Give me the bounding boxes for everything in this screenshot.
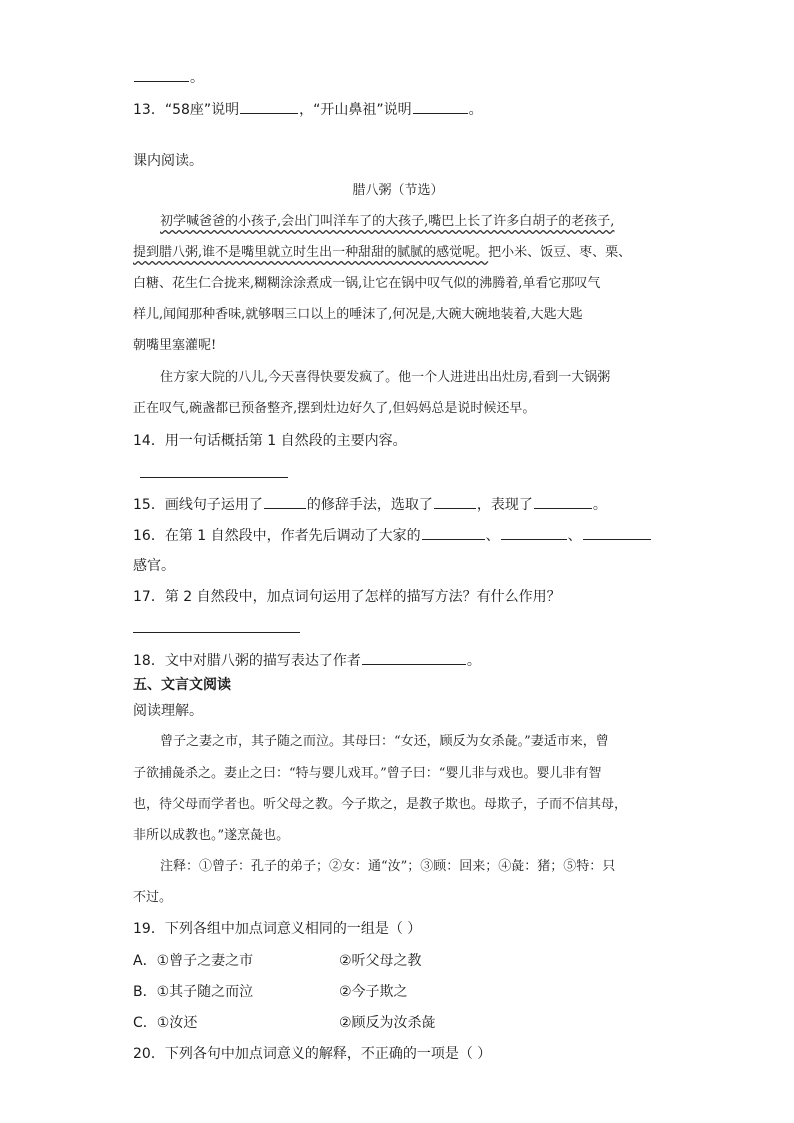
question-19: 19．下列各组中加点词意义相同的一组是（ ） [133, 921, 422, 937]
passage-line: 提到腊八粥,谁不是嘴里就立时生出一种甜甜的腻腻的感觉呢。把小米、饭豆、枣、栗、 [133, 245, 632, 260]
question-16: 16．在第 1 自然段中，作者先后调动了大家的 、 、 [133, 524, 652, 546]
answer-blank[interactable] [134, 66, 189, 82]
classical-line: 非所以成教也。”遂烹彘也。 [133, 828, 290, 843]
passage-line: 正在叹气,碗盏都已预备整齐,摆到灶边好久了,但妈妈总是说时候还早。 [133, 401, 536, 416]
question-15: 15．画线句子运用了 的修辞手法，选取了 ，表现了 。 [133, 493, 607, 515]
section-heading-kenei: 课内阅读。 [133, 153, 203, 169]
answer-blank[interactable] [534, 493, 592, 509]
option-b-second: ②今子欺之 [339, 984, 408, 1000]
answer-blank[interactable] [264, 493, 306, 509]
option-a[interactable]: A．①曾子之妻之市 [133, 953, 254, 969]
answer-blank[interactable] [413, 98, 468, 114]
answer-line[interactable] [140, 477, 288, 478]
passage-title: 腊八粥（节选） [352, 183, 444, 198]
answer-blank[interactable] [240, 98, 298, 114]
question-20: 20．下列各句中加点词意义的解释，不正确的一项是（ ） [133, 1046, 492, 1062]
option-c-second: ②顾反为汝杀彘 [339, 1015, 436, 1031]
passage-line: 样儿,闻闻那种香味,就够咽三口以上的唾沫了,何况是,大碗大碗地装着,大匙大匙 [133, 307, 583, 322]
annotation-line: 注释：①曾子：孔子的弟子；②女：通“汝”；③顾：回来；④彘：猪；⑤特：只 [160, 859, 616, 874]
answer-blank[interactable] [362, 649, 466, 665]
annotation-line: 不过。 [133, 890, 173, 905]
classical-line: 曾子之妻之市，其子随之而泣。其母曰：“女还，顾反为女杀彘。”妻适市来，曾 [160, 734, 609, 749]
question-13: 13．“58座”说明 ，“开山鼻祖”说明 。 [133, 98, 483, 120]
question-18: 18．文中对腊八粥的描写表达了作者 。 [133, 649, 481, 671]
section-subheading: 阅读理解。 [133, 703, 203, 719]
underlined-sentence: 提到腊八粥,谁不是嘴里就立时生出一种甜甜的腻腻的感觉呢。 [133, 245, 489, 260]
question-14: 14．用一句话概括第 1 自然段的主要内容。 [133, 433, 407, 449]
answer-blank[interactable] [583, 524, 651, 540]
passage-line: 白糖、花生仁合拢来,糊糊涂涂煮成一锅,让它在锅中叹气似的沸腾着,单看它那叹气 [133, 276, 601, 291]
passage-line: 朝嘴里塞灌呢! [133, 338, 217, 353]
passage-line: 住方家大院的八儿,今天喜得快要发疯了。他一个人进进出出灶房,看到一大锅粥 [160, 370, 611, 385]
question-16-tail: 感官。 [133, 558, 175, 574]
classical-line: 子欲捕彘杀之。妻止之曰：“特与婴儿戏耳。”曾子曰：“婴儿非与戏也。婴儿非有智 [133, 766, 602, 781]
q12-tail: 。 [133, 66, 204, 88]
passage-line: 初学喊爸爸的小孩子,会出门叫洋车了的大孩子,嘴巴上长了许多白胡子的老孩子, [160, 214, 615, 229]
option-b[interactable]: B．①其子随之而泣 [133, 984, 254, 1000]
classical-line: 也，待父母而学者也。听父母之教。今子欺之，是教子欺也。母欺子，子而不信其母， [133, 797, 628, 812]
option-c[interactable]: C．①汝还 [133, 1015, 198, 1031]
answer-blank[interactable] [422, 524, 485, 540]
option-a-second: ②听父母之教 [339, 953, 422, 969]
section-heading-5: 五、文言文阅读 [133, 677, 231, 693]
question-17: 17．第 2 自然段中，加点词句运用了怎样的描写方法？有什么作用？ [133, 589, 561, 605]
answer-blank[interactable] [501, 524, 567, 540]
answer-line[interactable] [133, 632, 300, 633]
answer-blank[interactable] [434, 493, 476, 509]
